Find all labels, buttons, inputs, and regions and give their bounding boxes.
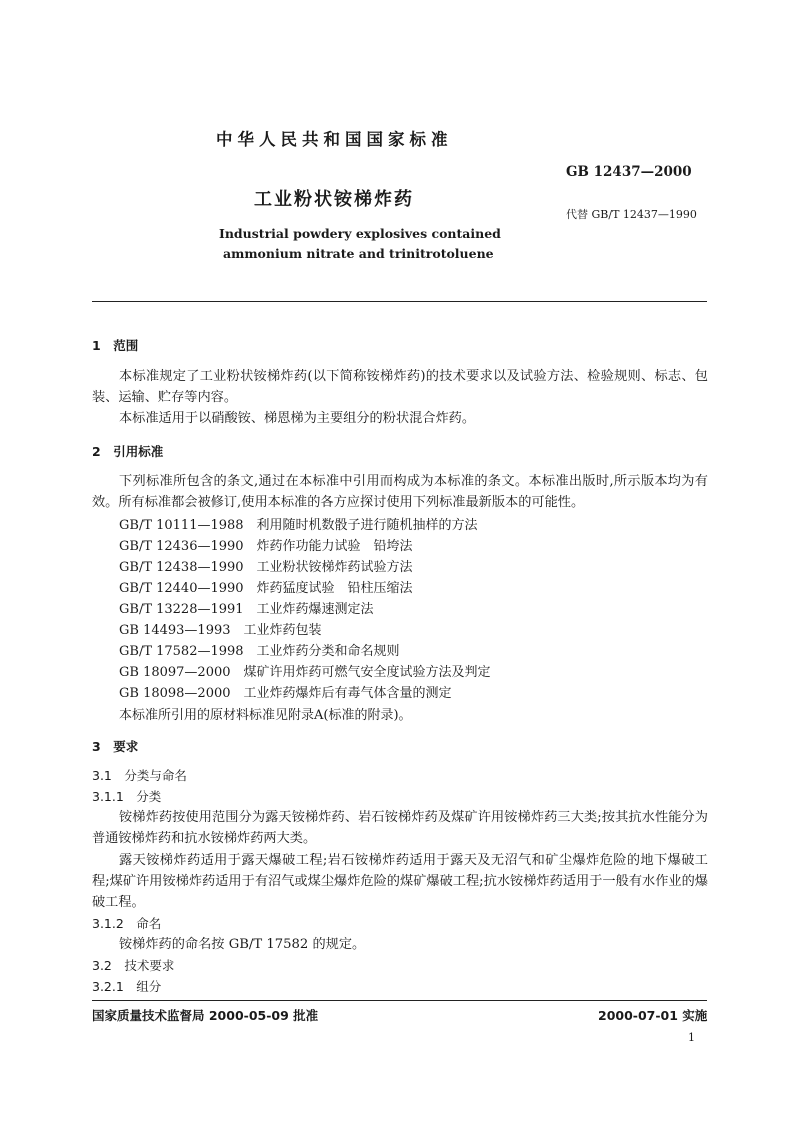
approval-note: 国家质量技术监督局 2000-05-09 批准 bbox=[92, 1008, 319, 1023]
standard-code: GB 12437—2000 bbox=[566, 164, 692, 180]
section-3-paragraph-3: 铵梯炸药的命名按 GB/T 17582 的规定。 bbox=[119, 937, 366, 952]
footer-rule bbox=[92, 1000, 707, 1001]
header-rule bbox=[92, 301, 707, 302]
section-1-paragraph-2: 本标准适用于以硝酸铵、梯恩梯为主要组分的粉状混合炸药。 bbox=[119, 411, 476, 426]
section-2-intro: 下列标准所包含的条文,通过在本标准中引用而构成为本标准的条文。本标准出版时,所示版本均为有效。所有标准都会被修订,使用本标准的各方应探讨使用下列标准最新版本的可能性。 bbox=[92, 474, 708, 510]
country-title: 中华人民共和国国家标准 bbox=[216, 130, 453, 149]
reference-item: GB/T 17582—1998 工业炸药分类和命名规则 bbox=[119, 644, 400, 659]
section-2-heading: 2 引用标准 bbox=[92, 444, 164, 459]
subsection-3-2: 3.2 技术要求 bbox=[92, 958, 175, 973]
reference-item: GB/T 12438—1990 工业粉状铵梯炸药试验方法 bbox=[119, 560, 413, 575]
subsection-3-1: 3.1 分类与命名 bbox=[92, 768, 187, 783]
english-title-line2: ammonium nitrate and trinitrotoluene bbox=[223, 246, 494, 261]
subsection-3-1-2: 3.1.2 命名 bbox=[92, 916, 162, 931]
reference-item: GB 14493—1993 工业炸药包装 bbox=[119, 623, 322, 638]
reference-item: GB/T 12436—1990 炸药作功能力试验 铅垮法 bbox=[119, 539, 413, 554]
replaces-note: 代替 GB/T 12437—1990 bbox=[566, 208, 697, 221]
subsection-3-2-1: 3.2.1 组分 bbox=[92, 979, 162, 994]
reference-item: GB 18098—2000 工业炸药爆炸后有毒气体含量的测定 bbox=[119, 686, 452, 701]
section-1-paragraph-1: 本标准规定了工业粉状铵梯炸药(以下简称铵梯炸药)的技术要求以及试验方法、检验规则、标志、包装、运输、贮存等内容。 bbox=[92, 369, 708, 405]
reference-item: GB/T 13228—1991 工业炸药爆速测定法 bbox=[119, 602, 374, 617]
section-3-paragraph-1: 铵梯炸药按使用范围分为露天铵梯炸药、岩石铵梯炸药及煤矿许用铵梯炸药三大类;按其抗水性能分为普通铵梯炸药和抗水铵梯炸药两大类。 bbox=[92, 810, 708, 846]
reference-item: GB 18097—2000 煤矿许用炸药可燃气安全度试验方法及判定 bbox=[119, 665, 491, 680]
reference-item: GB/T 12440—1990 炸药猛度试验 铅柱压缩法 bbox=[119, 581, 413, 596]
document-title: 工业粉状铵梯炸药 bbox=[254, 189, 414, 210]
section-3-heading: 3 要求 bbox=[92, 739, 139, 754]
section-3-paragraph-2: 露天铵梯炸药适用于露天爆破工程;岩石铵梯炸药适用于露天及无沼气和矿尘爆炸危险的地下爆破工程;煤矿许用铵梯炸药适用于有沼气或煤尘爆炸危险的煤矿爆破工程;抗水铵梯炸药适用于一般有水作业的爆破工程。 bbox=[92, 853, 708, 910]
section-1-heading: 1 范围 bbox=[92, 338, 139, 353]
section-2-outro: 本标准所引用的原材料标准见附录A(标准的附录)。 bbox=[119, 708, 412, 723]
effective-date: 2000-07-01 实施 bbox=[598, 1008, 708, 1023]
page-number: 1 bbox=[688, 1031, 695, 1044]
subsection-3-1-1: 3.1.1 分类 bbox=[92, 789, 162, 804]
english-title-line1: Industrial powdery explosives contained bbox=[219, 226, 501, 241]
reference-item: GB/T 10111—1988 利用随时机数骰子进行随机抽样的方法 bbox=[119, 518, 478, 533]
